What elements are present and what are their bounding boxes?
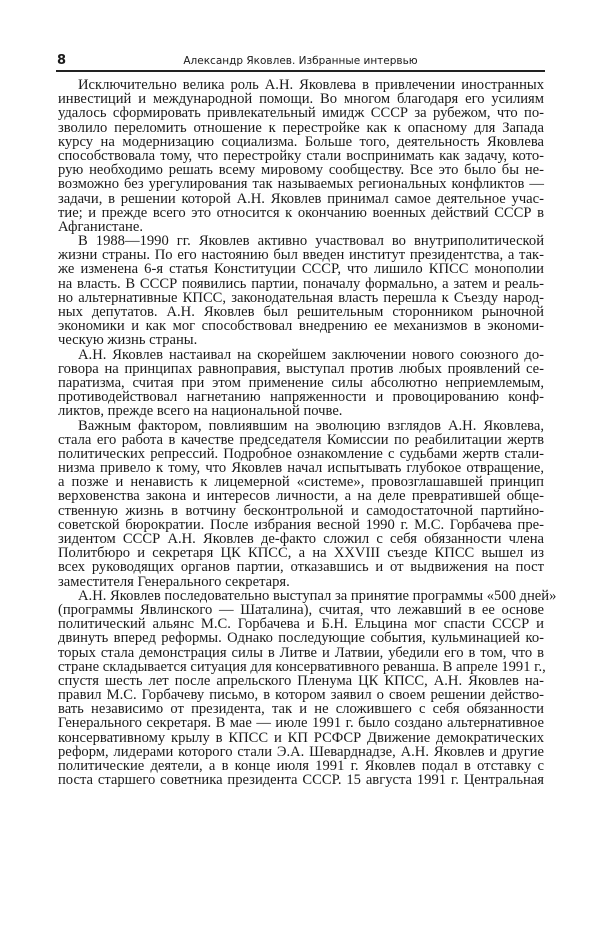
paragraph — [58, 234, 544, 348]
body-text — [58, 77, 557, 789]
text-line: правил М.С. Горбачеву письмо, в котором заявил о своем решении действо- — [58, 687, 544, 704]
text-line: Генерального секретаря. В мае — июле 1991 г. было создано альтернативное — [58, 715, 544, 732]
running-header — [56, 53, 545, 69]
text-line: поста старшего советника президента СССР. 15 августа 1991 г. Центральная — [58, 772, 544, 789]
text-line: Политбюро и секретаря ЦК КПСС, а на XXVIII съезде КПСС вышел из — [58, 545, 544, 562]
text-line: возможно без урегулирования так называемых региональных конфликтов — — [58, 176, 544, 193]
text-line: зидентом СССР А.Н. Яковлев де-факто сложил с себя обязанности члена — [58, 531, 544, 547]
text-line: говора на принципах равноправия, выступал против любых проявлений се- — [58, 360, 544, 377]
text-line: тие; и прежде всего это относится к окончанию военных действий СССР в — [58, 204, 544, 221]
text-line: советской бюрократии. После избрания весной 1990 г. М.С. Горбачева пре- — [58, 516, 544, 533]
running-title: Александр Яковлев. Избранные интервью — [183, 55, 418, 67]
paragraph — [58, 419, 544, 589]
text-line: верховенства закона и интересов личности, а на деле превратившей обще- — [58, 488, 544, 505]
text-line: консервативному крылу в КПСС и КП РСФСР Движение демократических — [58, 729, 544, 746]
page-number: 8 — [57, 53, 67, 68]
text-line: ликтов, прежде всего на национальной почве. — [58, 403, 343, 420]
text-line: задачи, в решении которой А.Н. Яковлев принимал самое деятельное учас- — [58, 190, 544, 207]
paragraph — [58, 78, 544, 234]
text-line: политические деятели, а в конце июля 1991 г. Яковлев подал в отставку с — [58, 758, 544, 774]
text-line: зволило переломить отношение к перестройке как к опасному для Запада — [58, 119, 544, 136]
text-line: низма привело к тому, что Яковлев начал испытывать глубокое отвращение, — [58, 460, 544, 477]
text-line: реформ, лидерами которого стали Э.А. Шеварднадзе, А.Н. Яковлев и другие — [58, 743, 544, 760]
text-line: торых стала демонстрация силы в Литве и Латвии, убедили его в том, что в — [58, 644, 544, 661]
text-line: политический альянс М.С. Горбачева и Б.Н. Ельцина мог спасти СССР и — [58, 616, 544, 633]
text-line: стране складывается ситуация для консервативного реванша. В апреле 1991 г., — [58, 658, 546, 675]
text-line: же изменена 6-я статья Конституции СССР, что лишило КПСС монополии — [58, 261, 544, 278]
text-line: политических репрессий. Подробное ознакомление с судьбами жертв стали- — [58, 445, 544, 462]
text-line: ных депутатов. А.Н. Яковлев был решительным сторонником рыночной — [58, 304, 544, 320]
text-line: курсу на модернизацию социализма. Больше того, деятельность Яковлева — [58, 133, 544, 150]
text-line: (программы Явлинского — Шаталина), считая, что лежавший в ее основе — [58, 601, 544, 618]
text-line: на власть. В СССР появились партии, поначалу формально, а затем и реаль- — [58, 275, 544, 292]
text-line: противодействовал нагнетанию напряженности и провоцированию конф- — [58, 389, 544, 406]
text-line: инвестиций и международной помощи. Во многом благодаря его усилиям — [58, 91, 544, 108]
text-line: Афганистане. — [58, 218, 143, 235]
text-line: жизни страны. По его настоянию был введен институт президентства, а так- — [58, 247, 544, 264]
text-line: паратизма, считая при этом применение силы абсолютно неприемлемым, — [58, 374, 544, 391]
text-line: Исключительно велика роль А.Н. Яковлева в привлечении иностранных — [78, 77, 544, 93]
paragraph — [58, 348, 544, 419]
text-line: В 1988—1990 гг. Яковлев активно участвовал во внутриполитической — [78, 233, 544, 250]
text-line: а позже и ненависть к лицемерной «системе», провозглашавшей принцип — [58, 474, 544, 491]
text-line: ческую жизнь страны. — [58, 332, 198, 349]
text-line: способствовала тому, что перестройку стали воспринимать как задачу, кото- — [58, 147, 544, 164]
text-line: А.Н. Яковлев последовательно выступал за принятие программы «500 дней» — [78, 587, 557, 604]
text-line: рую необходимо решать всему мировому сообществу. Все это было бы не- — [58, 162, 544, 179]
text-line: ственную жизнь в вотчину бесконтрольной и самодостаточной партийно- — [58, 502, 544, 519]
text-line: Важным фактором, повлиявшим на эволюцию взглядов А.Н. Яковлева, — [78, 417, 544, 434]
text-line: заместителя Генерального секретаря. — [58, 573, 290, 590]
text-line: экономики и как мог способствовал внедрению ее механизмов в экономи- — [58, 318, 544, 335]
text-line: удалось сформировать привлекательный имидж СССР за рубежом, что по- — [58, 105, 544, 122]
text-line: двинуть вперед реформы. Однако последующие события, кульминацией ко- — [58, 630, 544, 647]
header-rule — [56, 70, 545, 72]
text-line: А.Н. Яковлев настаивал на скорейшем заключении нового союзного до- — [78, 346, 544, 363]
paragraph — [58, 587, 557, 789]
text-line: но альтернативные КПСС, законодательная власть перешла к Съезду народ- — [58, 289, 544, 306]
text-line: спустя шесть лет после апрельского Пленума ЦК КПСС, А.Н. Яковлев на- — [58, 672, 544, 689]
text-line: вать независимо от президента, так и не сложившего с себя обязанности — [58, 701, 544, 718]
text-line: стала его работа в качестве председателя Комиссии по реабилитации жертв — [58, 431, 544, 448]
text-line: всех руководящих органов партии, отказавшись и от выдвижения на пост — [58, 559, 544, 576]
